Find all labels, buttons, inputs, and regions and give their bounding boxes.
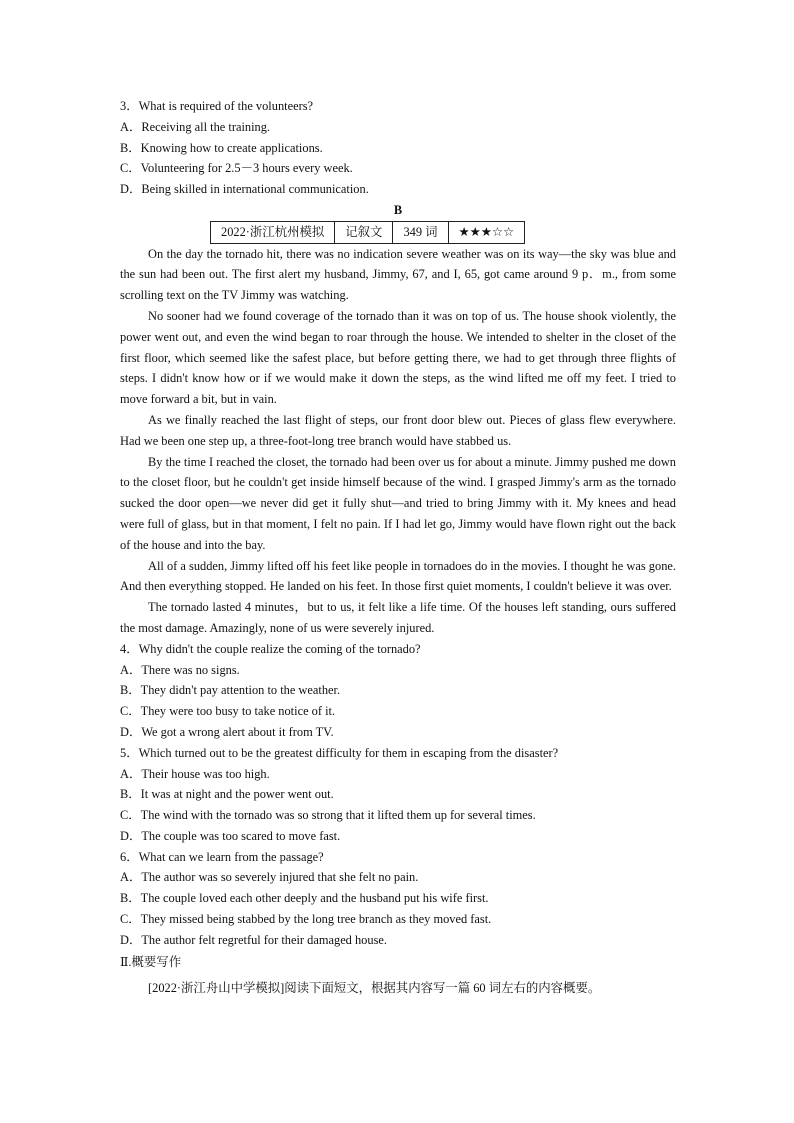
option-d: D．We got a wrong alert about it from TV.: [120, 724, 334, 739]
question-stem: 6．What can we learn from the passage?: [120, 849, 324, 864]
paragraph: On the day the tornado hit, there was no indication severe weather was on its way—the sky was blue and the sun had been out. The first alert my husband, Jimmy, 67, and I, 65, got came around 9 p．m., from some scrolling text on the TV Jimmy was watching.: [120, 246, 676, 303]
question-stem: 5．Which turned out to be the greatest difficulty for them in escaping from the disaster?: [120, 745, 559, 760]
document-page: [120, 96, 676, 999]
question-5: [120, 743, 676, 847]
option-b: B．The couple loved each other deeply and the husband put his wife first.: [120, 891, 489, 906]
question-stem: 3．What is required of the volunteers?: [120, 99, 314, 113]
option-b: B．Knowing how to create applications.: [120, 140, 323, 155]
paragraph: No sooner had we found coverage of the tornado than it was on top of us. The house shook violently, the power went out, and even the wind began to roar through the house. We intended to shelter in the closet of the first floor, which seemed like the safest place, but before getting there, we had to get through three flights of steps. I didn't know how or if we would make it down the steps, as the wind lifted me off my feet. I tried to move forward a bit, but in vain.: [120, 308, 676, 407]
option-d: D．The couple was too scared to move fast.: [120, 828, 341, 843]
genre-cell: 记叙文: [335, 221, 393, 243]
paragraph: The tornado lasted 4 minutes，but to us, it felt like a life time. Of the houses left standing, ours suffered the most damage. Amazingly, none of us were severely injured.: [120, 600, 676, 635]
option-b: B．It was at night and the power went out.: [120, 787, 334, 802]
section-title: Ⅱ.概要写作: [120, 954, 182, 969]
source-cell: 2022·浙江杭州模拟: [211, 221, 335, 243]
question-6: [120, 847, 676, 951]
paragraph: By the time I reached the closet, the tornado had been over us for about a minute. Jimmy pushed me down to the closet floor, but he couldn't get inside himself because of the wind. I grasped Jimmy's arm as the tornado sucked the door open—we never did get it fully shut—and tried to bring Jimmy with it. My knees and head were full of glass, but in that moment, I felt no pain. If I had let go, Jimmy would have flown right out the back of the house and into the bay.: [120, 454, 676, 552]
option-a: A．Their house was too high.: [120, 766, 270, 781]
option-c: C．Volunteering for 2.5－3 hours every week.: [120, 161, 353, 176]
option-d: D．Being skilled in international communication.: [120, 182, 369, 197]
word-count-cell: 349 词: [393, 221, 448, 243]
difficulty-stars-cell: ★★★☆☆: [448, 221, 525, 243]
paragraph: All of a sudden, Jimmy lifted off his feet like people in tornadoes do in the movies. I thought he was gone. And then everything stopped. He landed on his feet. In those first quiet moments, I couldn't believe it was over.: [120, 558, 676, 594]
option-b: B．They didn't pay attention to the weather.: [120, 683, 341, 698]
section-instruction: [2022·浙江舟山中学模拟]阅读下面短文，根据其内容写一篇 60 词左右的内容概要。: [148, 981, 601, 996]
question-stem: 4．Why didn't the couple realize the coming of the tornado?: [120, 641, 421, 656]
passage-label: B: [393, 202, 403, 217]
option-c: C．They were too busy to take notice of it.: [120, 704, 336, 719]
question-3: [120, 96, 676, 200]
option-d: D．The author felt regretful for their damaged house.: [120, 932, 387, 947]
question-4: [120, 639, 676, 743]
option-a: A．Receiving all the training.: [120, 119, 271, 134]
option-a: A．The author was so severely injured that she felt no pain.: [120, 870, 419, 885]
option-c: C．The wind with the tornado was so strong that it lifted them up for several times.: [120, 808, 536, 823]
option-a: A．There was no signs.: [120, 662, 240, 677]
option-c: C．They missed being stabbed by the long tree branch as they moved fast.: [120, 912, 492, 927]
paragraph: As we finally reached the last flight of steps, our front door blew out. Pieces of glass flew everywhere. Had we been one step up, a three-foot-long tree branch would have stabbed us.: [120, 412, 676, 448]
passage-info-table: [210, 221, 525, 244]
